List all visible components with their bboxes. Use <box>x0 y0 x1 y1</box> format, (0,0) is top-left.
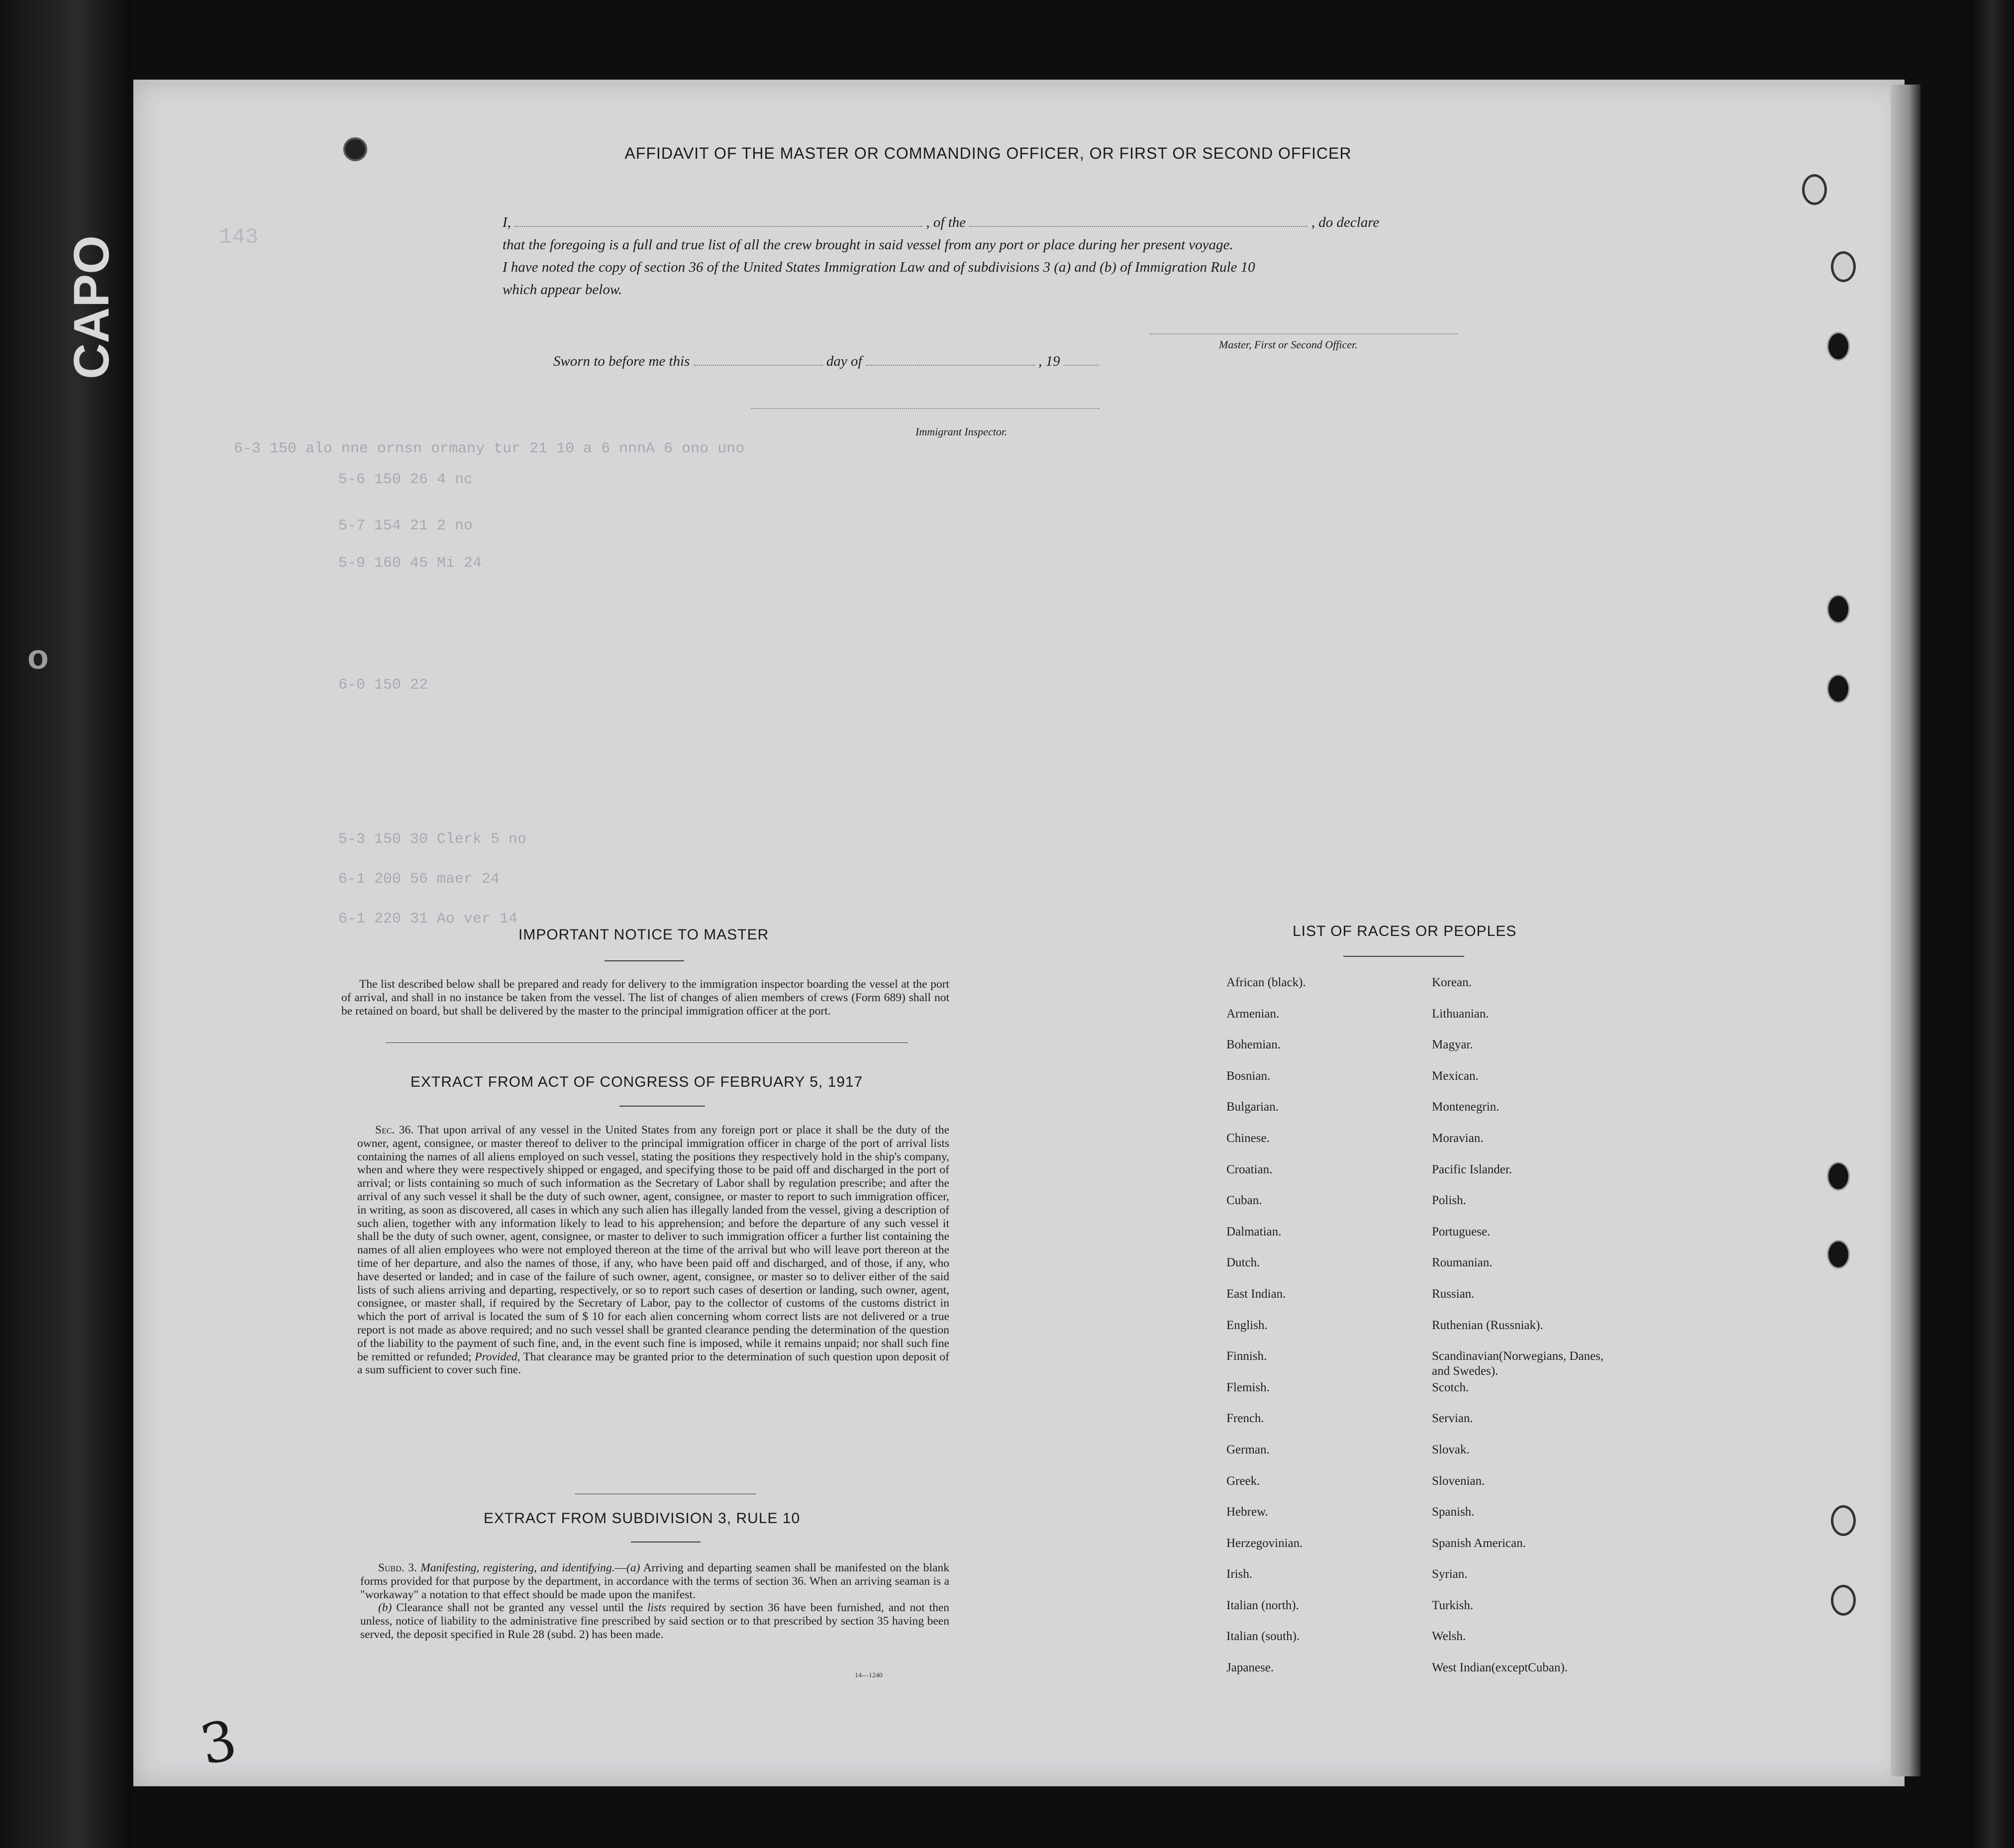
declaration-text <box>503 211 1463 301</box>
race-item: Ruthenian (Russniak). <box>1432 1318 1543 1332</box>
sworn-year-blank[interactable] <box>1064 365 1099 366</box>
bleed-through-row: 5-7 154 21 2 no <box>338 517 473 534</box>
race-item: Finnish. <box>1226 1349 1267 1363</box>
bleed-through-row: 6-1 200 56 maer 24 <box>338 871 500 888</box>
scan-margin-ghost: CAPO <box>63 235 119 379</box>
race-item: Polish. <box>1432 1194 1466 1208</box>
race-item: Irish. <box>1226 1567 1253 1581</box>
race-item: Japanese. <box>1226 1661 1274 1675</box>
race-item: Moravian. <box>1432 1131 1484 1145</box>
race-item: Scotch. <box>1432 1380 1469 1394</box>
race-item: Bosnian. <box>1226 1069 1271 1083</box>
race-item: Scandinavian(Norwegians, Danes, and Swedes). <box>1432 1349 1604 1378</box>
race-item: Armenian. <box>1226 1007 1280 1021</box>
binder-hole-icon <box>1831 251 1856 282</box>
vessel-blank[interactable] <box>969 226 1308 227</box>
race-item: English. <box>1226 1318 1268 1332</box>
binder-hole-icon <box>1827 1162 1850 1191</box>
race-item: African (black). <box>1226 976 1306 989</box>
race-item: West Indian(exceptCuban). <box>1432 1661 1568 1675</box>
sworn-line: Sworn to before me this day of , 19 <box>553 353 1099 370</box>
race-item: Italian (south). <box>1226 1630 1300 1643</box>
binder-hole-icon <box>1802 174 1827 205</box>
inspector-caption: Immigrant Inspector. <box>915 425 1007 438</box>
bleed-through-row: 6-0 150 22 <box>338 677 428 694</box>
bleed-through-row: 6-1 220 31 Ao ver 14 <box>338 911 518 927</box>
notice-text: The list described below shall be prepared and ready for delivery to the immigration inspector boarding the vessel at the port of arrival, and shall in no instance be taken from the vessel. The list of changes of alien members of crews (Form 689) shall not be retained on board, but shall be delivered by the master to the principal immigration officer at the port. <box>341 978 949 1018</box>
divider <box>604 960 684 961</box>
divider <box>631 1541 701 1542</box>
race-item: Russian. <box>1432 1287 1475 1301</box>
race-item: Flemish. <box>1226 1380 1270 1394</box>
race-item: Pacific Islander. <box>1432 1162 1512 1176</box>
race-item: Portuguese. <box>1432 1225 1491 1238</box>
master-signature-line[interactable] <box>1149 333 1458 335</box>
races-column-1 <box>1226 975 1415 1692</box>
rule-text: Subd. 3. Manifesting, registering, and identifying.—(a) Arriving and departing seamen shall be manifested on the blank forms provided for that purpose by the department, in accordance with the terms of section 36. When an arriving seaman is a "workaway" a notation to that effect should be made upon the manifest. (b) Clearance shall not be granted any vessel until the lists required by section 36 have been furnished, and not then unless, notice of liability to the administrative fine prescribed by said section or to that prescribed by section 35 having been served, the deposit specified in Rule 28 (subd. 2) has been made. <box>360 1561 950 1641</box>
binder-hole-icon <box>1831 1505 1856 1536</box>
master-caption: Master, First or Second Officer. <box>1219 338 1358 351</box>
divider <box>386 1042 908 1043</box>
notice-heading: IMPORTANT NOTICE TO MASTER <box>518 926 769 943</box>
act-heading: EXTRACT FROM ACT OF CONGRESS OF FEBRUARY 5, 1917 <box>410 1074 863 1090</box>
binder-hole-icon <box>1827 1240 1850 1269</box>
races-column-2 <box>1432 975 1621 1692</box>
name-blank[interactable] <box>514 226 922 227</box>
race-item: Slovenian. <box>1432 1474 1485 1488</box>
race-item: Servian. <box>1432 1412 1473 1426</box>
declaration-line-3: I have noted the copy of section 36 of the United States Immigration Law and of subdivisions 3 (a) and (b) of Immigration Rule 10 <box>503 259 1255 275</box>
race-item: Welsh. <box>1432 1630 1466 1643</box>
race-item: Greek. <box>1226 1474 1260 1488</box>
race-item: Bohemian. <box>1226 1038 1281 1052</box>
race-item: French. <box>1226 1412 1264 1426</box>
divider <box>1343 956 1464 957</box>
binder-hole-icon <box>1827 332 1850 361</box>
races-heading: LIST OF RACES OR PEOPLES <box>1293 923 1517 939</box>
thumbtack-icon <box>343 137 367 161</box>
sheet-edge-shadow <box>1891 85 1920 1776</box>
race-item: Montenegrin. <box>1432 1100 1500 1114</box>
bleed-through-row: 6-3 150 alo nne ornsn ormany tur 21 10 a 6 nnnA 6 ono uno <box>234 440 745 457</box>
race-item: Croatian. <box>1226 1162 1273 1176</box>
race-item: Magyar. <box>1432 1038 1473 1052</box>
inspector-signature-line[interactable] <box>751 408 1100 409</box>
race-item: Bulgarian. <box>1226 1100 1279 1114</box>
affidavit-title: AFFIDAVIT OF THE MASTER OR COMMANDING OFFICER, OR FIRST OR SECOND OFFICER <box>624 144 1352 162</box>
race-item: Mexican. <box>1432 1069 1479 1083</box>
divider <box>619 1106 705 1107</box>
handwritten-number: 3 <box>195 1708 242 1777</box>
bleed-through-row: 5-6 150 26 4 nc <box>338 471 473 488</box>
race-item: Hebrew. <box>1226 1505 1268 1519</box>
race-item: Turkish. <box>1432 1598 1474 1612</box>
sworn-month-blank[interactable] <box>866 365 1035 366</box>
binder-hole-icon <box>1827 595 1850 623</box>
margin-number: 143 <box>219 225 259 250</box>
sworn-day-blank[interactable] <box>694 365 823 366</box>
form-number: 14—1240 <box>855 1672 883 1679</box>
race-item: Syrian. <box>1432 1567 1468 1581</box>
binder-hole-icon <box>1831 1585 1856 1616</box>
scan-right-border <box>1970 0 2014 1848</box>
bleed-through-row: 5-3 150 30 Clerk 5 no <box>338 831 527 848</box>
act-text: Sec. 36. That upon arrival of any vessel in the United States from any foreign port or place it shall be the duty of the owner, agent, consignee, or master thereof to deliver to the principal immigration officer in charge of the port of arrival lists containing the names of all aliens employed on such vessel, stating the positions they respectively hold in the ship's company, when and where they were respectively shipped or engaged, and specifying those to be paid off and discharged in the port of arrival; or lists containing so much of such information as the Secretary of Labor shall by regulation prescribe; and after the arrival of any such vessel it shall be the duty of such owner, agent, consignee, or master to report to such immigration officer, in writing, as soon as discovered, all cases in which any such alien has illegally landed from the vessel, giving a description of such alien, together with any information likely to lead to his apprehension; and before the departure of any such vessel it shall be the duty of such owner, agent, consignee, or master to deliver to such immigration officer a further list containing the names of all alien employees who were not employed thereon at the time of the arrival but who will leave port thereon at the time of her departure, and also the names of those, if any, who have been paid off and discharged, and of those, if any, who have deserted or landed; and in case of the failure of such owner, agent, consignee, or master so to deliver either of the said lists of such aliens arriving and departing, respectively, or so to report such cases of desertion or landing, such owner, agent, consignee, or master shall, if required by the Secretary of Labor, pay to the collector of customs of the customs district in which the port of arrival is located the sum of $ 10 for each alien concerning whom correct lists are not delivered or a true report is not made as above required; and no such vessel shall be granted clearance pending the determination of the question of the liability to the payment of such fine, and, in the event such fine is imposed, while it remains unpaid; nor shall such fine be remitted or refunded; Provided, That clearance may be granted prior to the determination of such question upon deposit of a sum sufficient to cover such fine. <box>357 1124 950 1377</box>
race-item: Chinese. <box>1226 1131 1270 1145</box>
race-item: Roumanian. <box>1432 1256 1493 1270</box>
race-item: Dalmatian. <box>1226 1225 1282 1238</box>
race-item: Dutch. <box>1226 1256 1260 1270</box>
race-item: Spanish. <box>1432 1505 1475 1519</box>
race-item: German. <box>1226 1442 1270 1456</box>
document-sheet <box>133 80 1905 1786</box>
race-item: Spanish American. <box>1432 1536 1526 1550</box>
race-item: Korean. <box>1432 976 1472 989</box>
declaration-line-4: which appear below. <box>503 282 622 298</box>
race-item: Slovak. <box>1432 1442 1470 1456</box>
race-item: Lithuanian. <box>1432 1007 1489 1021</box>
race-item: Italian (north). <box>1226 1598 1299 1612</box>
rule-heading: EXTRACT FROM SUBDIVISION 3, RULE 10 <box>484 1510 801 1527</box>
binder-hole-icon <box>1827 674 1850 703</box>
scan-margin-ghost: o <box>27 637 49 676</box>
declaration-line-1: I, , of the , do declare <box>503 214 1380 230</box>
declaration-line-2: that the foregoing is a full and true list of all the crew brought in said vessel from any port or place during her present voyage. <box>503 237 1233 253</box>
race-item: East Indian. <box>1226 1287 1286 1301</box>
bleed-through-row: 5-9 160 45 Mi 24 <box>338 555 482 572</box>
race-item: Herzegovinian. <box>1226 1536 1303 1550</box>
race-item: Cuban. <box>1226 1194 1262 1208</box>
